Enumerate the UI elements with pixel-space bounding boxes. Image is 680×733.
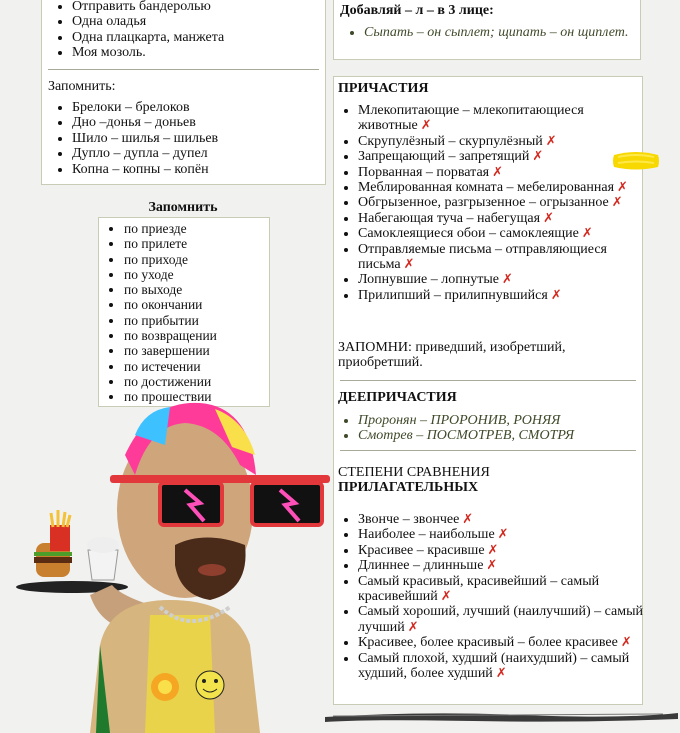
item-text: Набегающая туча – набегущая (358, 210, 541, 226)
list-item: • Брелоки – брелоков (72, 100, 218, 115)
list-item: • по приходе (124, 252, 217, 267)
list-item: • по истечении (124, 359, 217, 374)
item-text: Обгрызенное, разгрызенное – огрызанное (358, 195, 609, 211)
item-text: Прилипший – прилипнувшийся (358, 287, 548, 303)
brush-stroke (323, 707, 680, 727)
list-item: • по окончании (124, 297, 217, 312)
wrong-mark-icon: ✗ (581, 226, 593, 242)
wrong-mark-icon: ✗ (403, 257, 415, 273)
list-item (358, 651, 658, 682)
wrong-mark-icon: ✗ (543, 210, 554, 226)
wrong-mark-icon: ✗ (486, 558, 498, 574)
wrong-mark-icon: ✗ (440, 589, 452, 605)
list-item (358, 226, 658, 241)
remember-title: Запомнить (148, 200, 218, 215)
list-item: • Шило – шилья – шильев (72, 131, 218, 146)
list-item: • Отправить бандеролью (72, 0, 224, 14)
divider (48, 69, 319, 70)
item-text: Длиннее – длинньше (358, 558, 484, 574)
item-text: Самый красивый, красивейший – самый красивейший (358, 573, 600, 605)
list-item: • Одна оладья (72, 14, 224, 29)
item-text: Звонче – звончее (358, 512, 460, 527)
gerunds-list (334, 413, 574, 444)
list-item (358, 288, 658, 303)
list-item (358, 635, 658, 650)
wrong-mark-icon: ✗ (617, 180, 628, 196)
item-text: Отправляемые письма – отправляющиеся письма (358, 241, 607, 273)
wrong-form: Проронян (358, 413, 417, 428)
wrong-mark-icon: ✗ (532, 149, 544, 165)
comparison-header-line1: СТЕПЕНИ СРАВНЕНИЯ (338, 465, 490, 480)
divider (340, 380, 636, 381)
remember-list (94, 221, 217, 405)
wrong-mark-icon: ✗ (497, 527, 509, 543)
list-item (358, 195, 658, 210)
item-text: Запрещающий – запретящий (358, 149, 530, 165)
item-text: Самоклеящиеся обои – самоклеящие (358, 226, 579, 242)
list-item (358, 272, 658, 287)
comparison-header-line2: ПРИЛАГАТЕЛЬНЫХ (338, 480, 479, 496)
participles-header: ПРИЧАСТИЯ (338, 81, 429, 96)
list-item: • по завершении (124, 343, 217, 358)
list-item (358, 543, 658, 558)
third-person-panel (333, 0, 641, 60)
item-text: Млекопитающие – млекопитающиеся животные (358, 103, 584, 134)
wrong-mark-icon: ✗ (495, 666, 507, 682)
correct-form: ПРОРОНИВ, РОНЯЯ (430, 413, 561, 428)
list-item (358, 527, 658, 542)
list-item (358, 558, 658, 573)
list-item (358, 242, 658, 273)
list-item (358, 512, 658, 527)
correct-form: ПОСМОТРЕВ, СМОТРЯ (426, 428, 575, 444)
list-item (358, 604, 658, 635)
list-item: • по выходе (124, 282, 217, 297)
participles-list (334, 103, 658, 303)
list-item: • по достижении (124, 374, 217, 389)
divider (340, 450, 636, 451)
list-item: • Копна – копны – копён (72, 162, 218, 177)
list-item: • по прилете (124, 236, 217, 251)
gerunds-header: ДЕЕПРИЧАСТИЯ (338, 390, 457, 405)
wrong-mark-icon: ✗ (545, 133, 557, 149)
item-text: Меблированная комната – мебелированная (358, 180, 615, 196)
list-item (358, 574, 658, 605)
item-text: Красивее, более красивый – более красивее (358, 635, 618, 651)
list-item: • Смотрев – ПОСМОТРЕВ, СМОТРЯ (358, 428, 574, 443)
grammar-panel (333, 76, 643, 705)
list-item: • Одна плацкарта, манжета (72, 30, 224, 45)
item-text: Самый хороший, лучший (наилучший) – самый лучший (358, 604, 644, 635)
wrong-mark-icon: ✗ (420, 118, 432, 134)
remember-label: Запомнить: (48, 79, 116, 94)
list-item (358, 180, 658, 195)
item-text: Скрупулёзный – скурпулёзный (358, 133, 543, 149)
remember-panel (98, 217, 270, 407)
list-item (358, 211, 658, 226)
wrong-form: Смотрев (358, 428, 413, 444)
left-top-panel (41, 0, 326, 185)
participles-note: ЗАПОМНИ: приведший, изобретший, приобретший. (338, 340, 566, 371)
list-item: • по приезде (124, 221, 217, 236)
wrong-mark-icon: ✗ (492, 164, 504, 180)
wrong-mark-icon: ✗ (501, 272, 513, 288)
wrong-mark-icon: ✗ (620, 635, 632, 651)
list-item: • Проронян – ПРОРОНИВ, РОНЯЯ (358, 413, 574, 428)
character-illustration (0, 395, 340, 733)
section-header: Добавляй – л – в 3 лице: (340, 3, 494, 18)
list-item: • по возвращении (124, 328, 217, 343)
item-text: Лопнувшие – лопнутые (358, 272, 499, 288)
list-item (358, 103, 658, 134)
item-text: Порванная – порватая (358, 164, 490, 180)
wrong-mark-icon: ✗ (611, 195, 623, 211)
list-item: • Сыпать – он сыплет; щипать – он щиплет. (364, 25, 629, 40)
list-item: • по прошествии (124, 389, 217, 404)
item-text: Красивее – красивше (358, 542, 485, 558)
item-text: Самый плохой, худший (наихудший) – самый худший, более худший (358, 650, 630, 682)
list-item: • Моя мозоль. (72, 45, 224, 60)
wrong-mark-icon: ✗ (550, 287, 562, 303)
list-item: • по прибытии (124, 313, 217, 328)
list-item: • Дно –донья – доньев (72, 115, 218, 130)
wrong-mark-icon: ✗ (462, 512, 474, 527)
words-list-b (42, 100, 218, 177)
highlighter-mark (610, 147, 662, 173)
words-list-a (42, 0, 224, 61)
list-item: • Дупло – дупла – дупел (72, 146, 218, 161)
wrong-mark-icon: ✗ (487, 542, 499, 558)
list-item: • по уходе (124, 267, 217, 282)
third-person-list (334, 25, 629, 40)
item-text: Наиболее – наибольше (358, 527, 495, 543)
comparison-header (338, 465, 490, 496)
comparison-list (334, 512, 658, 681)
wrong-mark-icon: ✗ (407, 619, 419, 635)
